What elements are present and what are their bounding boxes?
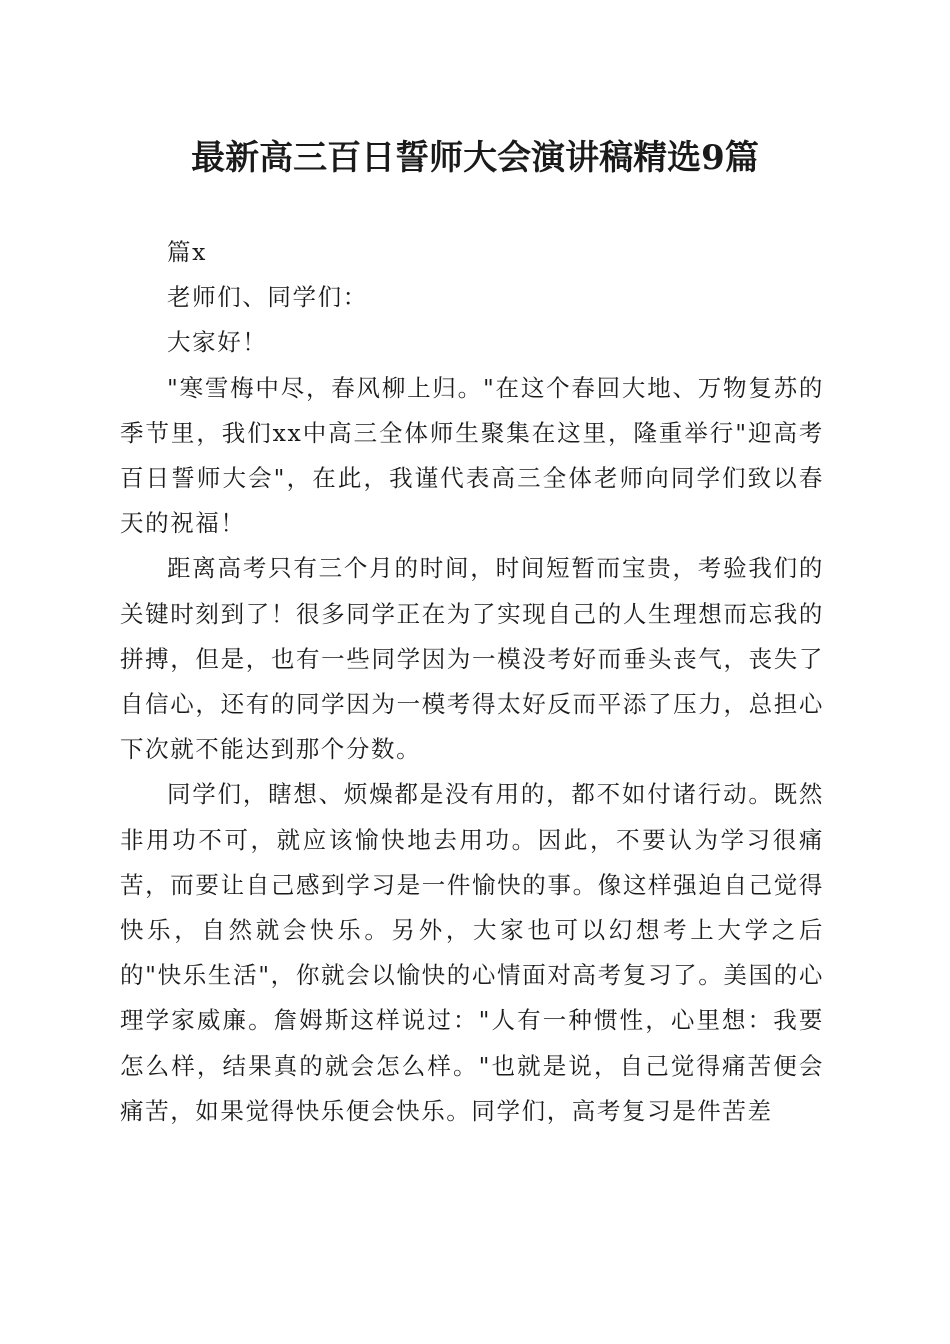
document-title: 最新高三百日誓师大会演讲稿精选9篇 (191, 138, 759, 178)
paragraph-time-remaining: 距离高考只有三个月的时间，时间短暂而宝贵，考验我们的关键时刻到了！很多同学正在为了实现自己的人生理想而忘我的拼搏，但是，也有一些同学因为一模没考好而垂头丧气，丧失了自信心，还有的同学因为一模考得太好反而平添了压力，总担心下次就不能达到那个分数。 (120, 554, 824, 764)
paragraph-greeting: 大家好！ (167, 328, 268, 357)
document-body (120, 230, 824, 1134)
paragraph-section-label: 篇x (167, 238, 207, 266)
paragraph-positive-attitude: 同学们，瞎想、烦燥都是没有用的，都不如付诸行动。既然非用功不可，就应该愉快地去用功。因此，不要认为学习很痛苦，而要让自己感到学习是一件愉快的事。像这样强迫自己觉得快乐，自然就会快乐。另外，大家也可以幻想考上大学之后的"快乐生活"，你就会以愉快的心情面对高考复习了。美国的心理学家威廉。詹姆斯这样说过："人有一种惯性，心里想：我要怎么样，结果真的就会怎么样。"也就是说，自己觉得痛苦便会痛苦，如果觉得快乐便会快乐。同学们，高考复习是件苦差 (120, 780, 824, 1125)
paragraph-opening: "寒雪梅中尽，春风柳上归。"在这个春回大地、万物复苏的季节里，我们xx中高三全体师生聚集在这里，隆重举行"迎高考百日誓师大会"，在此，我谨代表高三全体老师向同学们致以春天的祝福！ (120, 373, 824, 538)
paragraph-salutation: 老师们、同学们： (167, 283, 368, 312)
